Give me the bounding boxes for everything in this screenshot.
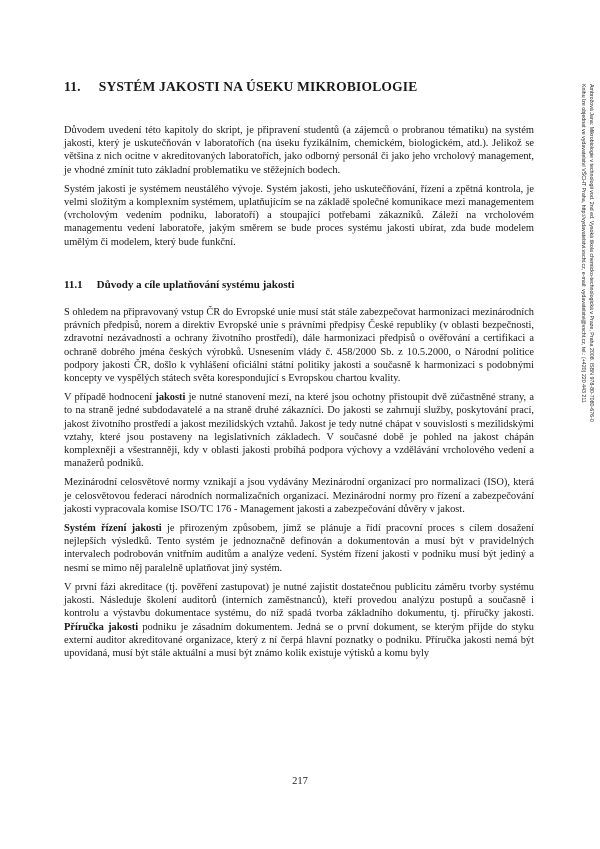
text-run: V první fázi akreditace (tj. pověření zastupovat) je nutné zajistit dostatečnou publicitu záměru tvorby systému jakosti. Následuje školení auditorů (interních zaměstnanců), kteří provedou analýzu postupů a současně i kontrolu a výstavbu dokumentace systému, do níž spadá tvorba základního dokumentu, tj. příručky jakosti. — [64, 581, 534, 620]
section-title: Důvody a cíle uplatňování systému jakosti — [96, 278, 295, 291]
body-text — [64, 124, 534, 666]
text-run: je nutné stanovení mezí, na které jsou ochotny přistoupit dvě zúčastněné strany, a to na straně jedné subdodavatelé a na straně druhé zákazníci. Do jakosti se zahrnují služby, poskytování prací, jakost životního prostředí a jakost mezilidských vztahů. Jakost je tedy nutné chápat v souvislosti s mezilidskými vztahy, které jsou postaveny na legislativních základech. V současné době je pohled na jakost chápán komplexněji a všestranněji, kdy v oblasti jakosti probíhá podpora výchovy a vzdělávání vrcholového vedení a manažerů podniků. — [64, 392, 534, 470]
bold-term: Systém řízení jakosti — [64, 523, 162, 535]
side-citation-line-2: Knihu lze objednat ve vydavatelství VŠCHT Praha, http://vydavatelstvi.vscht.cz, e-mail: vydavatelstvi@vscht.cz, tel.: (+420) 220 443 211 — [580, 84, 586, 403]
text-run: je přirozeným způsobem, jímž se plánuje a řídí pracovní proces s cílem dosažení nejlepších výsledků. Tento systém je jednoznačně definován a dokumentován a musí být v pravidelných intervalech podrobován vnitřním auditům a analýze vedení. Systém řízení jakosti v podniku musí být jediný a nesmí se mimo něj paralelně uplatňovat jiný systém. — [64, 523, 534, 574]
chapter-title: SYSTÉM JAKOSTI NA ÚSEKU MIKROBIOLOGIE — [98, 79, 418, 94]
intro-paragraph-2: Systém jakosti je systémem neustálého vývoje. Systém jakosti, jeho uskutečňování, řízení a zpětná kontrola, je velmi složitým a komplexním systémem, uplatňujícím se na základě společné komunikace mezi managementem (vrcholovým vedením podniku, laboratoří) a stoupající potřebami zákazníků. Záleží na vrcholovém managementu vedení laboratoře, jakým směrem se bude proces systému jakosti ubírat, zda bude modelem umělým či modelem, který bude funkční. — [64, 183, 534, 248]
intro-paragraph-1: Důvodem uvedení této kapitoly do skript, je připravení studentů (a zájemců o probranou tématiku) na systém jakosti, který je uskutečňován v laboratořích (na úseku fyzikálním, chemickém, biologickém, atd.). Jelikož se většina z nich ocitne v akreditovaných laboratořích, jako odborný personál či jako jeho vrcholový management, je vhodné zmínit tuto základní problematiku ve stěžejních bodech. — [64, 125, 534, 176]
chapter-number: 11. — [64, 79, 81, 94]
bold-term: Příručka jakosti — [64, 621, 139, 633]
section-paragraph-3: Mezinárodní celosvětové normy vznikají a jsou vydávány Mezinárodní organizací pro normalizaci (ISO), která je celosvětovou federací národních normalizačních organizací. Mezinárodní normy pro řízení a zabezpečování jakosti vypracovala komise ISO/TC 176 - Management jakosti a zabezpečování důvěry v jakost. — [64, 477, 534, 515]
section-paragraph-5 — [64, 581, 534, 660]
side-citation — [569, 84, 595, 584]
section-paragraph-2 — [64, 391, 534, 470]
chapter-heading — [64, 79, 534, 95]
text-run: podniku je zásadním dokumentem. Jedná se o první dokument, se kterým přijde do styku externí auditor akreditované organizace, který z ní čerpá hlavní poznatky o podniku. Příručka jakosti nemá být upovídaná, musí být stále aktuální a musí být známo kolik existuje výtisků a komu byly — [64, 621, 534, 659]
section-number: 11.1 — [64, 278, 83, 291]
section-paragraph-1: S ohledem na připravovaný vstup ČR do Evropské unie musí stát stále zabezpečovat harmonizaci mezinárodních právních předpisů, norem a direktiv Evropské unie s právními předpisy České republiky (v oblasti bezpečnosti, zdravotní nezávadnosti a ochrany životního prostředí), dále harmonizaci předpisů o ověřování a certifikaci a ochraně dobrého jména českých výrobků. Usnesením vlády č. 458/2000 Sb. z 10.5.2000, o Národní politice podpory jakosti ČR, došlo k vyhlášení oficiální státní politiky jakosti a současně k harmonizaci s podobnými koncepty ve vyspělých státech světa korespondující s Evropskou chartou kvality. — [64, 307, 534, 385]
text-run: V případě hodnocení — [64, 392, 156, 404]
page-number: 217 — [292, 776, 308, 787]
section-heading — [64, 279, 534, 292]
bold-term: jakosti — [155, 392, 186, 404]
section-paragraph-4 — [64, 522, 534, 575]
side-citation-line-1: Ambrožová Jana: Mikrobiologie v technologii vod. 2nd ed. Vysoká škola chemicko-technologická v Praze, Praha 2008. ISBN 978-80-7080-676-0 — [588, 84, 594, 422]
